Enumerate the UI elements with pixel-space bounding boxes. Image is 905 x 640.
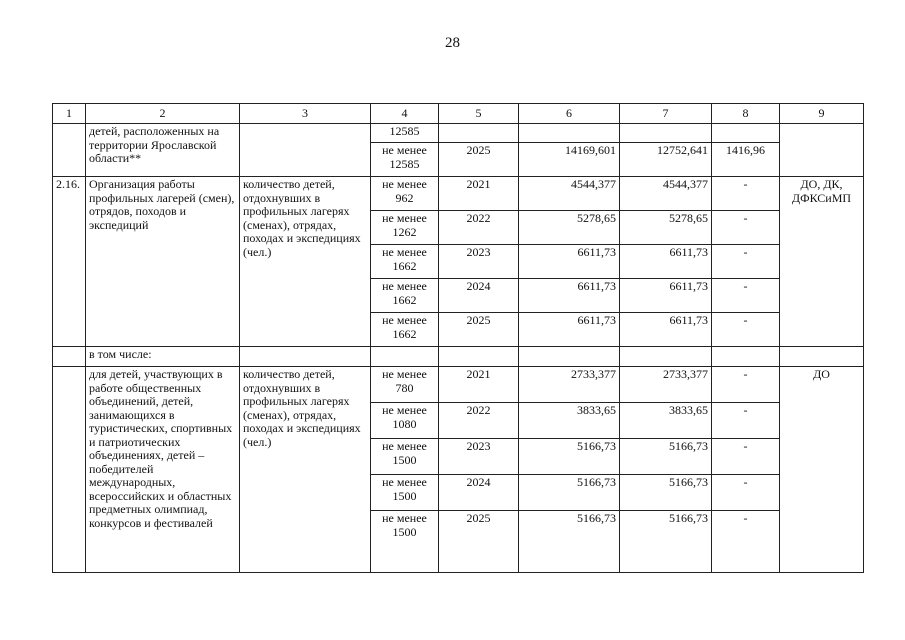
table-row	[53, 347, 864, 367]
value-col6: 2733,377	[519, 367, 620, 403]
indicator-name	[240, 124, 371, 177]
value-col6: 5278,65	[519, 211, 620, 245]
value-col7: 5166,73	[620, 439, 712, 475]
year-cell: 2021	[439, 367, 519, 403]
indicator-value: не менее 780	[371, 367, 439, 403]
indicator-value: не менее 1662	[371, 279, 439, 313]
value-col8	[712, 347, 780, 367]
value-col7: 6611,73	[620, 245, 712, 279]
year-cell: 2024	[439, 279, 519, 313]
value-col6: 6611,73	[519, 313, 620, 347]
executor-cell: ДО	[780, 367, 864, 573]
header-cell: 1	[53, 104, 86, 124]
value-col7: 2733,377	[620, 367, 712, 403]
year-cell: 2022	[439, 403, 519, 439]
value-col8: -	[712, 211, 780, 245]
value-col6: 6611,73	[519, 245, 620, 279]
indicator-name	[240, 347, 371, 367]
value-col8: -	[712, 177, 780, 211]
value-col7: 5166,73	[620, 511, 712, 573]
activity-name: Организация работы профильных лагерей (смен), отрядов, походов и экспедиций	[86, 177, 240, 347]
year-cell: 2025	[439, 143, 519, 177]
year-cell: 2025	[439, 511, 519, 573]
executor-cell	[780, 347, 864, 367]
value-col7: 5278,65	[620, 211, 712, 245]
indicator-value: не менее 1500	[371, 511, 439, 573]
value-col6	[519, 347, 620, 367]
year-cell	[439, 124, 519, 143]
page-number: 28	[445, 35, 460, 51]
number-cell	[53, 347, 86, 367]
table-row	[53, 124, 864, 143]
value-col8: -	[712, 245, 780, 279]
program-table	[52, 103, 864, 573]
executor-cell: ДО, ДК, ДФКСиМП	[780, 177, 864, 347]
indicator-name: количество детей, отдохнувших в профильных лагерях (сменах), отрядах, походах и экспедициях (чел.)	[240, 367, 371, 573]
value-col8: -	[712, 475, 780, 511]
year-cell	[439, 347, 519, 367]
indicator-value: не менее 1662	[371, 245, 439, 279]
value-col7: 4544,377	[620, 177, 712, 211]
indicator-value: не менее 962	[371, 177, 439, 211]
indicator-value: не менее 1662	[371, 313, 439, 347]
year-cell: 2023	[439, 439, 519, 475]
value-col8: 1416,96	[712, 143, 780, 177]
activity-name: детей, расположенных на территории Ярославской области**	[86, 124, 240, 177]
indicator-name: количество детей, отдохнувших в профильных лагерях (сменах), отрядах, походах и экспедициях (чел.)	[240, 177, 371, 347]
value-col8	[712, 124, 780, 143]
value-col7: 3833,65	[620, 403, 712, 439]
value-col6: 5166,73	[519, 511, 620, 573]
header-cell: 8	[712, 104, 780, 124]
year-cell: 2021	[439, 177, 519, 211]
header-cell: 9	[780, 104, 864, 124]
indicator-value	[371, 347, 439, 367]
value-col8: -	[712, 313, 780, 347]
value-col6: 3833,65	[519, 403, 620, 439]
activity-name: для детей, участвующих в работе общественных объединений, детей, занимающихся в туристических, спортивных и патриотических объединениях, детей – победителей международных, всероссийских и областных предметных олимпиад, конкурсов и фестивалей	[86, 367, 240, 573]
year-cell: 2025	[439, 313, 519, 347]
value-col6: 14169,601	[519, 143, 620, 177]
value-col6: 5166,73	[519, 439, 620, 475]
value-col7: 6611,73	[620, 279, 712, 313]
indicator-value: не менее 1500	[371, 439, 439, 475]
value-col7: 6611,73	[620, 313, 712, 347]
header-cell: 7	[620, 104, 712, 124]
item-number: 2.16.	[53, 177, 86, 347]
indicator-value: не менее 1262	[371, 211, 439, 245]
header-cell: 6	[519, 104, 620, 124]
number-cell	[53, 124, 86, 177]
indicator-value: не менее 12585	[371, 143, 439, 177]
table-row	[53, 367, 864, 403]
value-col8: -	[712, 279, 780, 313]
value-col6	[519, 124, 620, 143]
value-col7: 12752,641	[620, 143, 712, 177]
number-cell	[53, 367, 86, 573]
value-col8: -	[712, 511, 780, 573]
header-cell: 2	[86, 104, 240, 124]
value-col6: 5166,73	[519, 475, 620, 511]
indicator-value: не менее 1080	[371, 403, 439, 439]
header-cell: 4	[371, 104, 439, 124]
value-col6: 6611,73	[519, 279, 620, 313]
value-col7	[620, 347, 712, 367]
header-cell: 5	[439, 104, 519, 124]
value-col7	[620, 124, 712, 143]
value-col8: -	[712, 403, 780, 439]
indicator-value: 12585	[371, 124, 439, 143]
value-col6: 4544,377	[519, 177, 620, 211]
year-cell: 2022	[439, 211, 519, 245]
value-col8: -	[712, 439, 780, 475]
table-row	[53, 177, 864, 211]
header-cell: 3	[240, 104, 371, 124]
indicator-value: не менее 1500	[371, 475, 439, 511]
value-col7: 5166,73	[620, 475, 712, 511]
executor-cell	[780, 124, 864, 177]
header-row	[53, 104, 864, 124]
year-cell: 2023	[439, 245, 519, 279]
year-cell: 2024	[439, 475, 519, 511]
including-label: в том числе:	[86, 347, 240, 367]
value-col8: -	[712, 367, 780, 403]
